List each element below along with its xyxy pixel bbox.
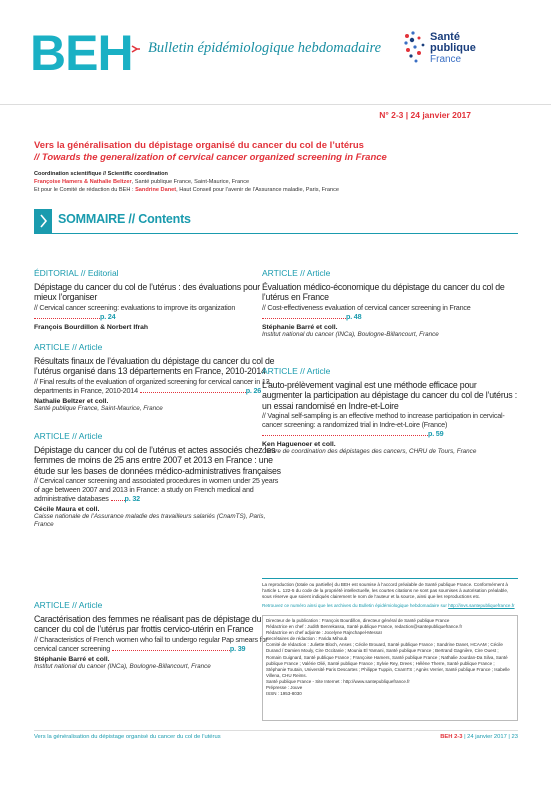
credit-line: ISSN : 1953-8030 xyxy=(266,691,302,697)
toc-institution: Institut national du cancer (INCa), Boulogne-Billancourt, France xyxy=(262,330,439,338)
toc-entry-article-1[interactable] xyxy=(34,342,282,413)
toc-page[interactable]: p. 26 xyxy=(245,385,262,395)
sommaire-underline xyxy=(34,233,518,234)
toc-title-en: // Characteristics of French women who fail to undergo regular Pap smears for cervical cancer screening xyxy=(34,634,268,653)
toc-authors: Stéphanie Barré et coll. xyxy=(34,655,110,663)
toc-authors: Stéphanie Barré et coll. xyxy=(262,323,338,331)
credit-line: Comité de rédaction : Juliette Bloch, Anses ; Cécile Brouard, Santé publique France ; Sandrine Danet, HCAAM ; Cécile Durand / Damien Mouly, Cire Occitanie ; Mounia El Yamani, Santé publique France ; Bertrand Gagnière, Cire Ouest ; Romain Guignard, Santé publique France ; Françoise Hamers, Santé publique France ; Nathalie Jourdan-Da Silva, Santé publique France ; Valérie Olié, Santé publique France ; Sylvie Rey, Drees ; Hélène Therre, Santé publique France ; Stéphanie Toutain, Université Paris Descartes ; Philippe Tuppin, CnamTS ; Agnès Verrier, Santé publique France ; Isabelle Villena, CHU Reims. xyxy=(266,642,510,678)
toc-page[interactable]: p. 48 xyxy=(346,311,362,321)
toc-section-label: ARTICLE // Article xyxy=(34,600,103,610)
toc-page[interactable]: p. 39 xyxy=(229,643,246,653)
issue-number: N° 2-3 | 24 janvier 2017 xyxy=(379,110,471,120)
chevron-right-icon xyxy=(39,213,48,229)
toc-page[interactable]: p. 24 xyxy=(100,311,116,321)
toc-authors: Ken Haguenoer et coll. xyxy=(262,441,336,449)
leader-dots xyxy=(262,313,346,319)
credit-line: Secrétaires de rédaction : Farida Mihoub xyxy=(266,636,348,642)
notice-divider xyxy=(262,578,518,579)
header-divider xyxy=(0,104,551,105)
archive-link[interactable]: http://invs.santepubliquefrance.fr xyxy=(448,602,515,608)
toc-institution: Santé publique France, Saint-Maurice, France xyxy=(34,404,163,412)
credit-line: Prépresse : Jouve xyxy=(266,685,303,691)
toc-entry-article-4[interactable] xyxy=(262,268,518,339)
partner-line-2: publique xyxy=(430,42,476,54)
reproduction-notice xyxy=(262,582,518,609)
sante-publique-wordmark xyxy=(430,32,476,65)
toc-section-label: ARTICLE // Article xyxy=(34,431,103,441)
toc-institution: Caisse nationale de l’Assurance maladie des travailleurs salariés (CnamTS), Paris, France xyxy=(34,513,266,529)
toc-title-en: // Final results of the evaluation of organized screening for cervical cancer in 13 departments in France, 2010-2014 xyxy=(34,376,270,395)
leader-dots xyxy=(34,313,100,319)
toc-section-label: ARTICLE // Article xyxy=(262,366,331,376)
issue-title-en: // Towards the generalization of cervical cancer organized screening in France xyxy=(34,152,387,163)
coordination-affiliation: , Santé publique France, Saint-Maurice, France xyxy=(131,179,250,186)
footer-running-title: Vers la généralisation du dépistage organisé du cancer du col de l’utérus xyxy=(34,734,221,740)
toc-title-fr[interactable]: Dépistage du cancer du col de l’utérus et actes associés chez les femmes de moins de 25 ans entre 2007 et 2013 en France : une étude sur les bases de données médico-administratives françaises xyxy=(34,445,281,476)
arrow-right-icon xyxy=(131,44,141,54)
toc-entry-article-5[interactable] xyxy=(262,366,518,456)
footer-date-page: | 24 janvier 2017 | 23 xyxy=(462,734,518,740)
beh-logo: BEH xyxy=(30,25,133,81)
publication-subtitle: Bulletin épidémiologique hebdomadaire xyxy=(148,40,382,56)
toc-title-en: // Cervical cancer screening and associated procedures in women under 25 years of age between 2007 and 2013 in France: a study on French medical and administrative databases xyxy=(34,476,279,504)
archive-label: Retrouvez ce numéro ainsi que les archives du Bulletin épidémiologique hebdomadaire sur xyxy=(262,602,447,608)
toc-entry-article-2[interactable] xyxy=(34,431,282,530)
coordination-names: Françoise Hamers & Nathalie Beltzer xyxy=(34,179,132,186)
toc-page[interactable]: p. 32 xyxy=(124,494,140,504)
toc-authors: Cécile Maura et coll. xyxy=(34,506,100,514)
reproduction-text: La reproduction (totale ou partielle) du BEH est soumise à l’accord préalable de Santé publique France. Conformément à l’article L. 122-5 du code de la propriété intellectuelle, les courtes citations ne sont pas soumises à autorisation préalable, sous réserve que soient indiqués clairement le nom de l’auteur et la source, ainsi que les reproductions etc. xyxy=(262,582,509,600)
credit-line: Rédactrice en chef : Judith Benrekassa, Santé publique France, redaction@santepubliquefrance.fr xyxy=(266,624,463,630)
leader-dots xyxy=(262,430,428,436)
toc-authors: Nathalie Beltzer et coll. xyxy=(34,397,109,405)
toc-institution: Centre de coordination des dépistages des cancers, CHRU de Tours, France xyxy=(262,448,477,456)
toc-title-fr[interactable]: L’auto-prélèvement vaginal est une méthode efficace pour augmenter la participation au dépistage du cancer du col de l’utérus : un essai randomisé en Indre-et-Loire xyxy=(262,380,517,411)
toc-institution: Institut national du cancer (INCa), Boulogne-Billancourt, France xyxy=(34,662,211,670)
toc-entry-article-3[interactable] xyxy=(34,600,282,671)
credit-line: Rédactrice en chef adjointe : Jocelyne Rajnchapel-Messaï xyxy=(266,630,382,636)
toc-title-fr[interactable]: Résultats finaux de l’évaluation du dépistage du cancer du col de l’utérus organisé dans 13 départements en France, 2010-2014 xyxy=(34,356,275,377)
leader-dots xyxy=(112,645,230,651)
issue-title-fr: Vers la généralisation du dépistage organisé du cancer du col de l’utérus xyxy=(34,140,364,151)
toc-title-fr[interactable]: Évaluation médico-économique du dépistage du cancer du col de l’utérus en France xyxy=(262,282,505,303)
committee-prefix: Et pour le Comité de rédaction du BEH : xyxy=(34,187,136,194)
sommaire-title: SOMMAIRE // Contents xyxy=(58,212,191,226)
footer-beh: BEH 2-3 xyxy=(440,734,463,740)
committee-affiliation: , Haut Conseil pour l’avenir de l’Assurance maladie, Paris, France xyxy=(176,187,340,194)
toc-section-label: ARTICLE // Article xyxy=(262,268,331,278)
toc-section-label: ARTICLE // Article xyxy=(34,342,103,352)
credit-line: Directeur de la publication : François Bourdillon, directeur général de Santé publique France xyxy=(266,618,450,623)
partner-line-1: Santé xyxy=(430,31,460,43)
toc-authors: François Bourdillon & Norbert Ifrah xyxy=(34,323,149,331)
toc-title-en: // Cervical cancer screening: evaluations to improve its organization xyxy=(34,302,236,312)
toc-section-label: ÉDITORIAL // Editorial xyxy=(34,268,119,278)
credits-box xyxy=(262,615,518,721)
toc-title-en: // Cost-effectiveness evaluation of cervical cancer screening in France xyxy=(262,302,471,312)
committee-name: Sandrine Danet xyxy=(135,187,177,194)
partner-line-3: France xyxy=(430,54,462,65)
credit-line: Santé publique France - Site Internet : http://www.santepubliquefrance.fr xyxy=(266,678,410,684)
toc-title-fr[interactable]: Dépistage du cancer du col de l’utérus : des évaluations pour mieux l’organiser xyxy=(34,282,260,303)
footer-issue-info xyxy=(440,734,518,740)
leader-dots xyxy=(111,495,125,501)
toc-title-en: // Vaginal self-sampling is an effective method to increase participation in cervical-cancer screening: a randomized trial in Indre-et-Loire (France) xyxy=(262,411,505,430)
coordination-block xyxy=(34,170,514,195)
toc-entry-editorial[interactable] xyxy=(34,268,282,331)
toc-title-fr[interactable]: Caractérisation des femmes ne réalisant pas de dépistage du cancer du col de l’utérus par frottis cervico-utérin en France xyxy=(34,614,262,635)
toc-page[interactable]: p. 59 xyxy=(428,429,444,439)
coordination-label: Coordination scientifique // Scientific coordination xyxy=(34,171,168,177)
footer-divider xyxy=(34,730,518,731)
leader-dots xyxy=(140,387,246,393)
